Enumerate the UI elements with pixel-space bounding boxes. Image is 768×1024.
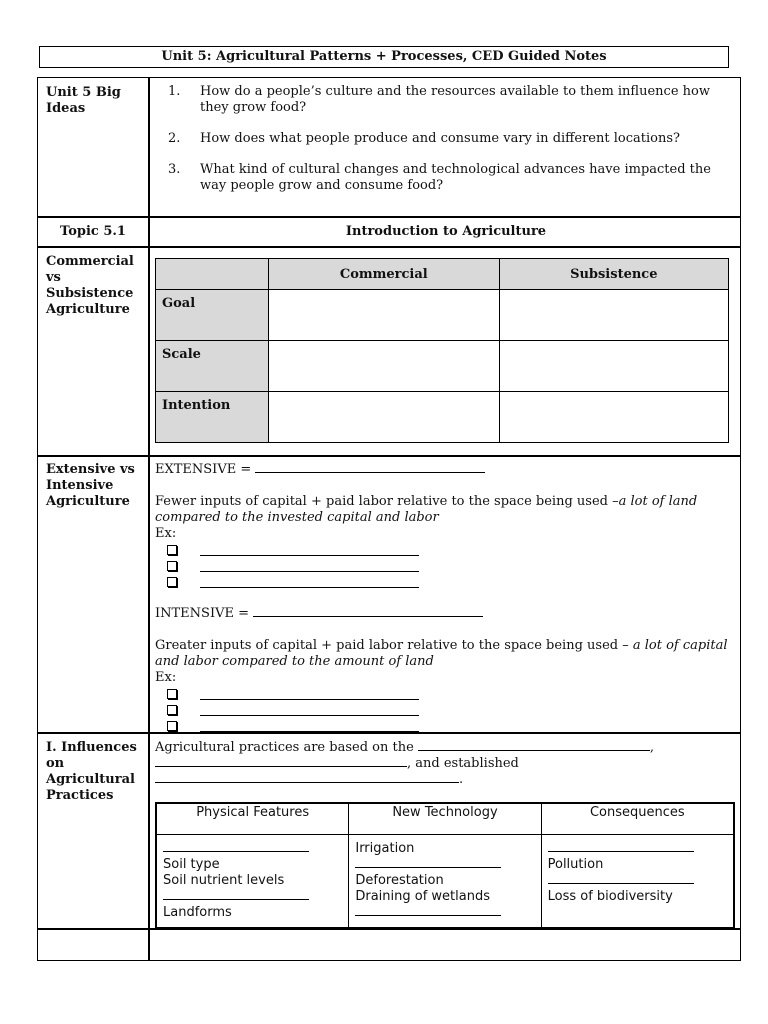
influences-label: I. Influences on Agricultural Practices: [46, 740, 137, 803]
answer-cell[interactable]: [269, 392, 500, 443]
intensive-description: Greater inputs of capital + paid labor relative to the space being used – a lot of capital and labor compared to the amount of land: [155, 638, 728, 669]
column-divider: [148, 78, 150, 960]
divider: [38, 216, 740, 218]
big-idea-item: 1. How do a people’s culture and the resources available to them influence how they grow food?: [168, 84, 710, 115]
answer-blank[interactable]: [200, 715, 419, 716]
intensive-prefix: INTENSIVE =: [155, 606, 249, 621]
technology-item: Irrigation: [355, 841, 415, 856]
big-idea-item: 3. What kind of cultural changes and technological advances have impacted the way people grow and consume food?: [168, 162, 711, 193]
answer-blank[interactable]: [155, 782, 459, 783]
commercial-label: Commercial vs Subsistence Agriculture: [46, 254, 134, 317]
notes-table: [37, 77, 741, 961]
list-item[interactable]: [155, 542, 735, 558]
answer-blank[interactable]: [200, 571, 419, 572]
extensive-description: Fewer inputs of capital + paid labor relative to the space being used –a lot of land compared to the invested capital and labor: [155, 494, 698, 525]
answer-blank[interactable]: [355, 915, 501, 916]
physical-item: Soil nutrient levels: [163, 873, 285, 888]
example-label: Ex:: [155, 526, 177, 541]
checkbox-icon[interactable]: [167, 577, 177, 587]
list-item[interactable]: [155, 702, 735, 718]
answer-blank[interactable]: [163, 899, 309, 900]
row-label-goal: Goal: [156, 290, 269, 341]
row-label-intention: Intention: [156, 392, 269, 443]
checkbox-icon[interactable]: [167, 545, 177, 555]
answer-blank[interactable]: [163, 851, 309, 852]
answer-cell[interactable]: [499, 290, 728, 341]
example-list: [155, 542, 735, 590]
topic-label: Topic 5.1: [60, 224, 126, 239]
list-item[interactable]: [155, 574, 735, 590]
topic-title: Introduction to Agriculture: [345, 224, 547, 239]
subsistence-header: Subsistence: [499, 259, 728, 290]
physical-features-cell: [156, 835, 349, 929]
list-item[interactable]: [155, 686, 735, 702]
divider: [38, 732, 740, 734]
answer-blank[interactable]: [548, 883, 694, 884]
big-idea-item: 2. How does what people produce and consume vary in different locations?: [168, 131, 680, 146]
technology-cell: [349, 835, 541, 929]
big-ideas-list: [158, 84, 718, 209]
physical-item: Soil type: [163, 857, 220, 872]
technology-item: Deforestation: [355, 873, 444, 888]
answer-blank[interactable]: [253, 616, 483, 617]
technology-item: Draining of wetlands: [355, 889, 490, 904]
influences-table: [155, 802, 735, 929]
consequences-cell: [541, 835, 734, 929]
extensive-label: Extensive vs Intensive Agriculture: [46, 462, 135, 509]
physical-item: Landforms: [163, 905, 232, 920]
page-title: Unit 5: Agricultural Patterns + Processes, CED Guided Notes: [39, 46, 729, 68]
answer-blank[interactable]: [200, 587, 419, 588]
answer-blank[interactable]: [355, 867, 501, 868]
commercial-subsistence-table: [155, 258, 729, 443]
commercial-header: Commercial: [269, 259, 500, 290]
example-label: Ex:: [155, 670, 177, 685]
answer-cell[interactable]: [499, 341, 728, 392]
answer-cell[interactable]: [269, 341, 500, 392]
consequences-header: Consequences: [541, 803, 734, 835]
consequence-item: Pollution: [547, 857, 604, 872]
divider: [38, 455, 740, 457]
row-label-scale: Scale: [156, 341, 269, 392]
checkbox-icon[interactable]: [167, 705, 177, 715]
extensive-prefix: EXTENSIVE =: [155, 462, 252, 477]
answer-cell[interactable]: [269, 290, 500, 341]
answer-blank[interactable]: [155, 766, 407, 767]
answer-blank[interactable]: [418, 750, 650, 751]
empty-header-cell: [156, 259, 269, 290]
checkbox-icon[interactable]: [167, 721, 177, 731]
answer-blank[interactable]: [200, 555, 419, 556]
answer-blank[interactable]: [548, 851, 694, 852]
extensive-content: [155, 462, 735, 734]
consequence-item: Loss of biodiversity: [547, 889, 673, 904]
checkbox-icon[interactable]: [167, 689, 177, 699]
divider: [38, 246, 740, 248]
physical-features-header: Physical Features: [156, 803, 349, 835]
example-list: [155, 686, 735, 734]
answer-cell[interactable]: [499, 392, 728, 443]
answer-blank[interactable]: [200, 699, 419, 700]
answer-blank[interactable]: [255, 472, 485, 473]
checkbox-icon[interactable]: [167, 561, 177, 571]
big-ideas-label: Unit 5 Big Ideas: [46, 85, 121, 116]
divider: [38, 928, 740, 930]
list-item[interactable]: [155, 558, 735, 574]
influences-sentence: Agricultural practices are based on the , , and established .: [155, 740, 655, 787]
new-technology-header: New Technology: [349, 803, 541, 835]
